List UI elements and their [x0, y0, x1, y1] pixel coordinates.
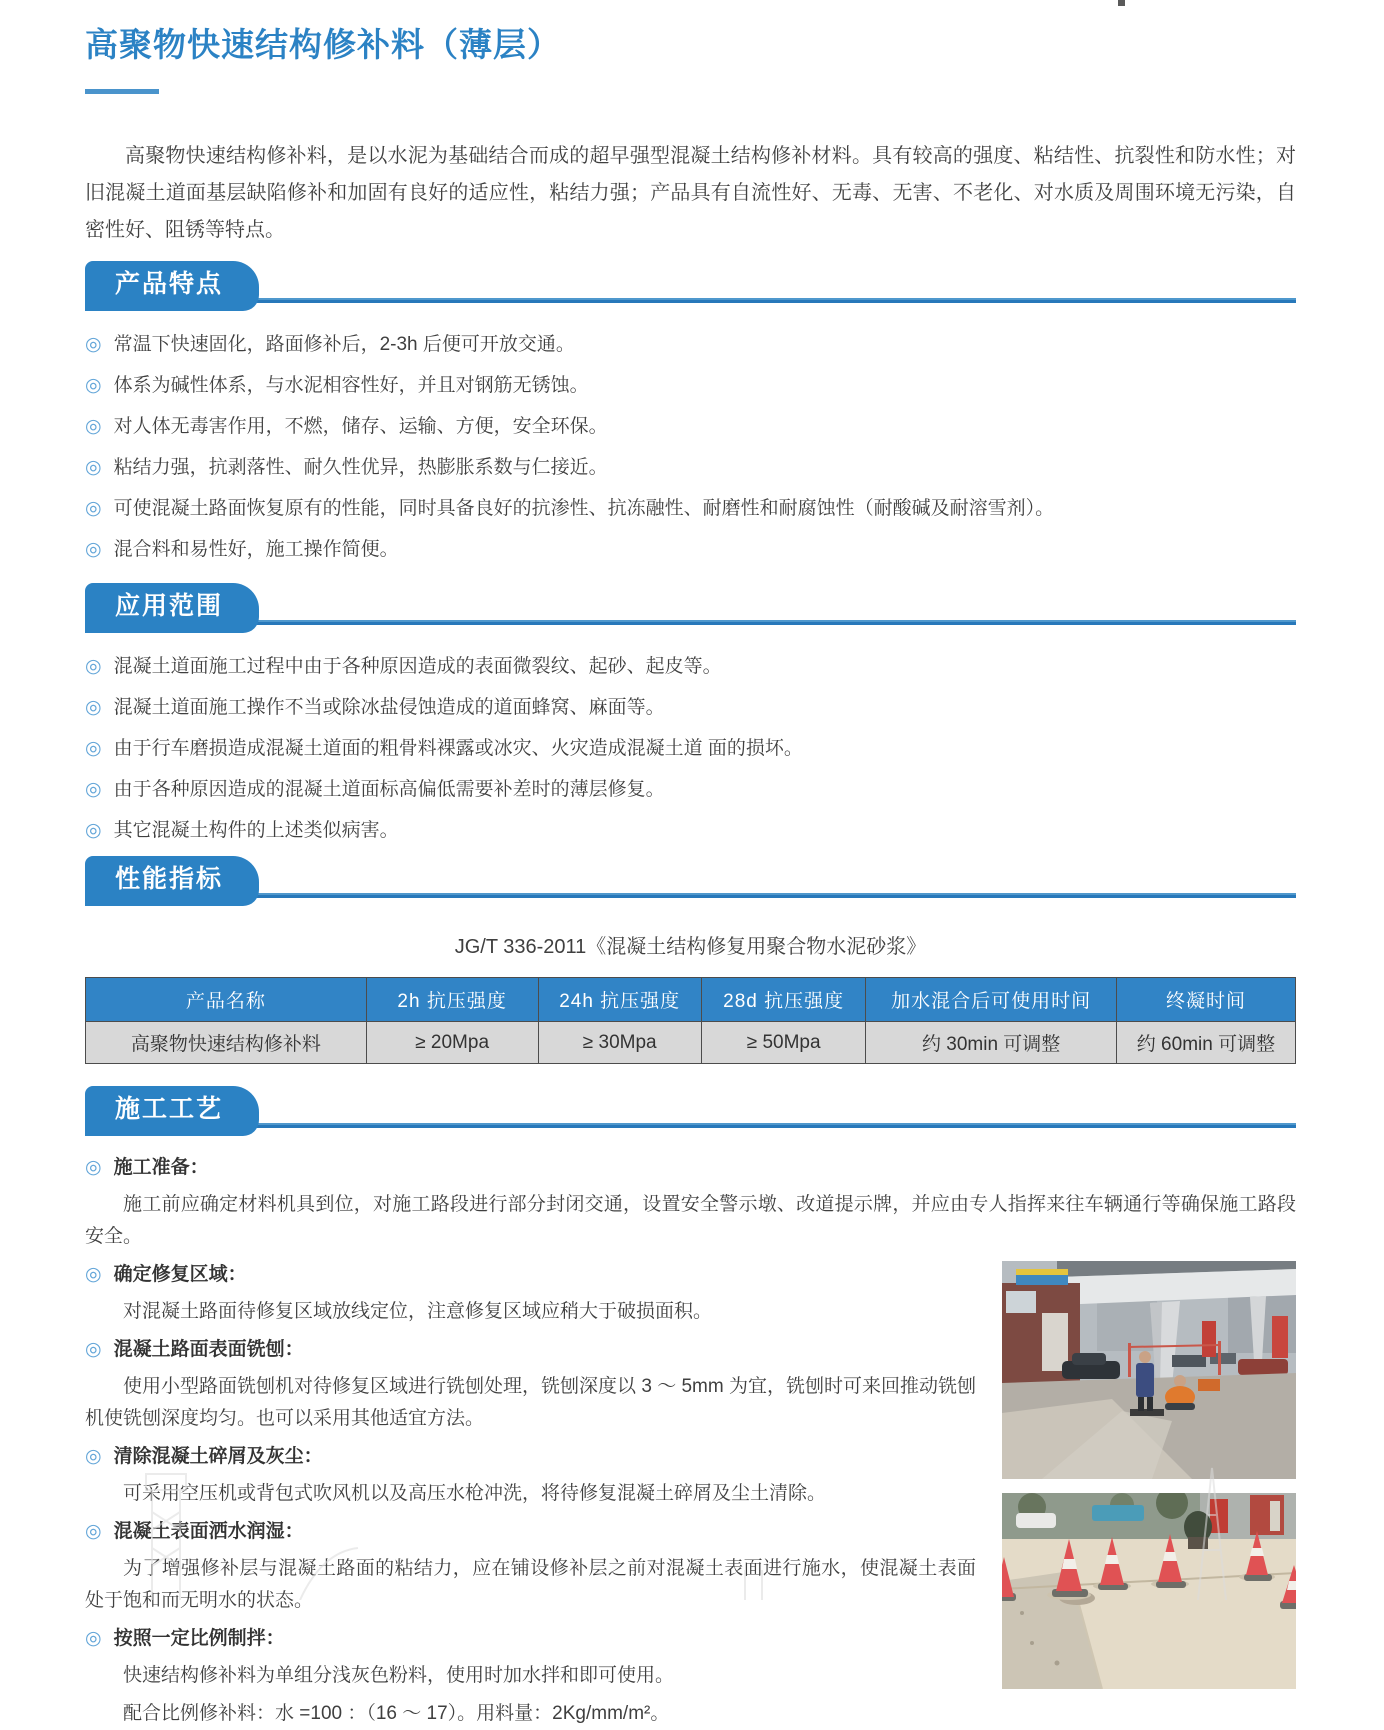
ring-bullet-icon: ◎	[85, 416, 102, 438]
table-cell: ≥ 20Mpa	[366, 1022, 538, 1064]
process-photo-column	[1002, 1261, 1296, 1689]
application-text: 混凝土道面施工过程中由于各种原因造成的表面微裂纹、起砂、起皮等。	[113, 656, 722, 678]
application-item	[85, 774, 1296, 801]
step-label-text: 混凝土表面洒水润湿：	[113, 1521, 304, 1543]
application-item	[85, 651, 1296, 678]
page-edge-artifact	[1118, 0, 1125, 6]
ring-bullet-icon: ◎	[85, 498, 102, 520]
ring-bullet-icon: ◎	[85, 375, 102, 397]
standard-reference: JG/T 336-2011《混凝土结构修复用聚合物水泥砂浆》	[454, 936, 927, 959]
performance-table	[85, 977, 1296, 1064]
section-tab-features: 产品特点	[85, 261, 259, 311]
feature-text: 混合料和易性好，施工操作简便。	[113, 539, 399, 561]
feature-item	[85, 452, 1296, 479]
section-rule	[85, 620, 1296, 625]
construction-step-label	[85, 1152, 1296, 1179]
feature-text: 对人体无毒害作用，不燃，储存、运输、方便，安全环保。	[113, 416, 608, 438]
ring-bullet-icon: ◎	[85, 656, 102, 678]
table-cell: 约 30min 可调整	[866, 1022, 1116, 1064]
step-paragraph: 快速结构修补料为单组分浅灰色粉料，使用时加水拌和即可使用。	[123, 1665, 675, 1687]
application-text: 由于行车磨损造成混凝土道面的粗骨料裸露或冰灾、火灾造成混凝土道 面的损坏。	[113, 738, 803, 760]
application-text: 由于各种原因造成的混凝土道面标高偏低需要补差时的薄层修复。	[113, 779, 665, 801]
feature-item	[85, 370, 1296, 397]
applications-list	[85, 651, 1296, 842]
page-title: 高聚物快速结构修补料（薄层）	[85, 26, 561, 63]
table-cell: ≥ 50Mpa	[701, 1022, 866, 1064]
application-item	[85, 692, 1296, 719]
step-label-text: 按照一定比例制拌：	[113, 1628, 285, 1650]
ring-bullet-icon: ◎	[85, 334, 102, 356]
ring-bullet-icon: ◎	[85, 1446, 102, 1468]
section-header-performance	[85, 856, 1296, 906]
step-label-text: 施工准备：	[113, 1157, 209, 1179]
table-header-cell: 2h 抗压强度	[366, 978, 538, 1022]
feature-text: 常温下快速固化，路面修补后，2-3h 后便可开放交通。	[113, 334, 575, 356]
step-paragraph: 可采用空压机或背包式吹风机以及高压水枪冲洗，将待修复混凝土碎屑及尘土清除。	[123, 1483, 827, 1505]
ring-bullet-icon: ◎	[85, 779, 102, 801]
feature-text: 体系为碱性体系，与水泥相容性好，并且对钢筋无锈蚀。	[113, 375, 589, 397]
table-header-row	[86, 978, 1296, 1022]
step-paragraph: 施工前应确定材料机具到位，对施工路段进行部分封闭交通，设置安全警示墩、改道提示牌，并应由专人指挥来往车辆通行等确保施工路段安全。	[85, 1194, 1296, 1248]
ring-bullet-icon: ◎	[85, 1339, 102, 1361]
construction-photo-traffic-cones	[1002, 1493, 1296, 1689]
ring-bullet-icon: ◎	[85, 820, 102, 842]
feature-item	[85, 534, 1296, 561]
step-paragraph: 配合比例修补料：水 =100 ：（16 ～ 17）。用料量：2Kg/mm/m²。	[123, 1703, 670, 1725]
table-header-cell: 加水混合后可使用时间	[866, 978, 1116, 1022]
step-label-text: 确定修复区域：	[113, 1264, 247, 1286]
section-header-applications	[85, 583, 1296, 633]
ring-bullet-icon: ◎	[85, 697, 102, 719]
section-tab-process: 施工工艺	[85, 1086, 259, 1136]
process-content	[85, 1152, 1296, 1730]
construction-photo-repair-workers	[1002, 1261, 1296, 1479]
ring-bullet-icon: ◎	[85, 1157, 102, 1179]
application-text: 混凝土道面施工操作不当或除冰盐侵蚀造成的道面蜂窝、麻面等。	[113, 697, 665, 719]
feature-item	[85, 411, 1296, 438]
ring-bullet-icon: ◎	[85, 1521, 102, 1543]
section-rule	[85, 893, 1296, 898]
table-cell: ≥ 30Mpa	[538, 1022, 701, 1064]
section-rule	[85, 1123, 1296, 1128]
table-row	[86, 1022, 1296, 1064]
feature-text: 可使混凝土路面恢复原有的性能，同时具备良好的抗渗性、抗冻融性、耐磨性和耐腐蚀性（耐酸碱及耐溶雪剂）。	[113, 498, 1055, 520]
features-list	[85, 329, 1296, 561]
application-item	[85, 733, 1296, 760]
feature-item	[85, 493, 1296, 520]
intro-paragraph: 高聚物快速结构修补料，是以水泥为基础结合而成的超早强型混凝土结构修补材料。具有较高的强度、粘结性、抗裂性和防水性；对旧混凝土道面基层缺陷修补和加固有良好的适应性，粘结力强；产品具有自流性好、无毒、无害、不老化、对水质及周围环境无污染，自密性好、阻锈等特点。	[85, 145, 1296, 242]
table-header-cell: 24h 抗压强度	[538, 978, 701, 1022]
ring-bullet-icon: ◎	[85, 1264, 102, 1286]
step-paragraph: 使用小型路面铣刨机对待修复区域进行铣刨处理，铣刨深度以 3 ～ 5mm 为宜，铣刨时可来回推动铣刨机使铣刨深度均匀。也可以采用其他适宜方法。	[85, 1376, 976, 1430]
section-rule	[85, 298, 1296, 303]
step-paragraph: 对混凝土路面待修复区域放线定位，注意修复区域应稍大于破损面积。	[123, 1301, 713, 1323]
step-paragraph: 为了增强修补层与混凝土路面的粘结力，应在铺设修补层之前对混凝土表面进行施水，使混凝土表面处于饱和而无明水的状态。	[85, 1558, 976, 1612]
table-header-cell: 28d 抗压强度	[701, 978, 866, 1022]
application-item	[85, 815, 1296, 842]
application-text: 其它混凝土构件的上述类似病害。	[113, 820, 399, 842]
title-underline	[85, 89, 159, 94]
table-header-cell: 产品名称	[86, 978, 367, 1022]
ring-bullet-icon: ◎	[85, 1628, 102, 1650]
feature-item	[85, 329, 1296, 356]
feature-text: 粘结力强，抗剥落性、耐久性优异，热膨胀系数与仁接近。	[113, 457, 608, 479]
ring-bullet-icon: ◎	[85, 738, 102, 760]
table-cell: 约 60min 可调整	[1116, 1022, 1295, 1064]
ring-bullet-icon: ◎	[85, 539, 102, 561]
section-tab-applications: 应用范围	[85, 583, 259, 633]
table-header-cell: 终凝时间	[1116, 978, 1295, 1022]
section-header-features	[85, 261, 1296, 311]
step-label-text: 混凝土路面表面铣刨：	[113, 1339, 304, 1361]
table-cell: 高聚物快速结构修补料	[86, 1022, 367, 1064]
section-tab-performance: 性能指标	[85, 856, 259, 906]
step-label-text: 清除混凝土碎屑及灰尘：	[113, 1446, 323, 1468]
ring-bullet-icon: ◎	[85, 457, 102, 479]
section-header-process	[85, 1086, 1296, 1136]
